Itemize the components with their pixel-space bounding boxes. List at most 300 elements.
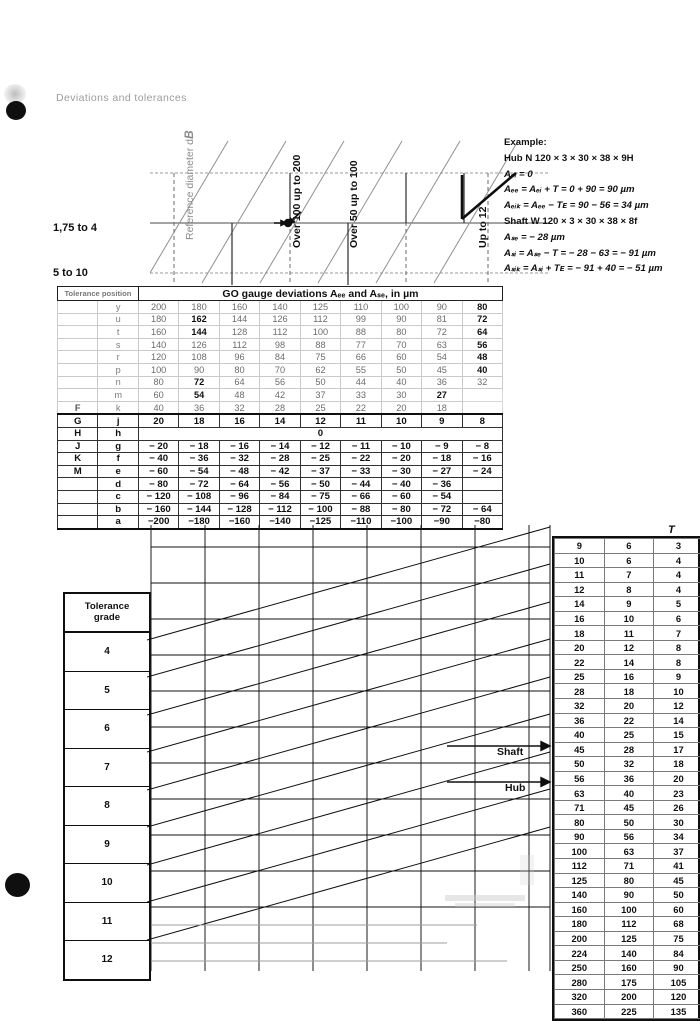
- tolerance-grade-row[interactable]: 5: [65, 672, 149, 711]
- t-table-row: [555, 611, 700, 626]
- deviation-value: 90: [381, 313, 421, 326]
- axis-label-sub: B: [182, 130, 196, 139]
- t-value-cell: 71: [555, 800, 605, 815]
- t-value-cell: 40: [604, 786, 654, 801]
- deviation-value: 40: [138, 401, 178, 414]
- t-value-cell: 360: [555, 1004, 605, 1019]
- deviation-value: − 144: [179, 503, 219, 516]
- deviation-value: 108: [179, 351, 219, 364]
- deviation-value: 90: [422, 301, 462, 314]
- t-value-cell: 4: [654, 568, 700, 583]
- deviation-value: 48: [462, 351, 502, 364]
- t-value-cell: 120: [654, 989, 700, 1004]
- deviation-value: 162: [179, 313, 219, 326]
- punch-hole-bottom: [5, 873, 30, 897]
- deviation-value: − 64: [219, 478, 259, 491]
- example-line: Aₑᵢₖ = Aₑₑ − Tᴇ = 90 − 56 = 34 µm: [504, 199, 700, 212]
- deviation-value: − 66: [341, 490, 381, 503]
- t-value-cell: 60: [654, 902, 700, 917]
- deviation-value: − 108: [179, 490, 219, 503]
- deviation-value: 144: [179, 326, 219, 339]
- t-value-cell: 18: [654, 757, 700, 772]
- t-table-row: [555, 742, 700, 757]
- t-value-cell: 135: [654, 1004, 700, 1019]
- deviation-value: 84: [260, 351, 300, 364]
- tolerance-position-lower: d: [98, 478, 138, 491]
- deviation-value: − 160: [138, 503, 178, 516]
- t-table-row: [555, 713, 700, 728]
- tolerance-position-upper: [58, 478, 98, 491]
- deviation-value: − 80: [381, 503, 421, 516]
- tolerance-position-lower: a: [98, 516, 138, 529]
- t-value-cell: 14: [555, 597, 605, 612]
- tolerance-position-lower: j: [98, 414, 138, 427]
- deviation-value: − 11: [341, 440, 381, 453]
- table-row: [58, 465, 503, 478]
- deviation-value: − 96: [219, 490, 259, 503]
- t-value-cell: 180: [555, 917, 605, 932]
- deviation-value: 18: [422, 401, 462, 414]
- t-table-row: [555, 553, 700, 568]
- deviation-value: 54: [179, 389, 219, 402]
- t-value-cell: 6: [654, 611, 700, 626]
- deviation-value: − 48: [219, 465, 259, 478]
- deviation-value: − 14: [260, 440, 300, 453]
- t-value-cell: 125: [555, 873, 605, 888]
- table-row: [58, 376, 503, 389]
- deviation-value: − 20: [138, 440, 178, 453]
- t-value-cell: 45: [555, 742, 605, 757]
- t-table-row: [555, 684, 700, 699]
- t-table-row: [555, 917, 700, 932]
- deviation-value: 60: [138, 389, 178, 402]
- deviation-value: 160: [138, 326, 178, 339]
- example-line: Aₛᵢₖ = Aₛᵢ + Tᴇ = − 91 + 40 = − 51 µm: [504, 262, 700, 275]
- tolerance-position-lower: n: [98, 376, 138, 389]
- scan-artifact: [445, 895, 525, 901]
- tolerance-position-upper: G: [58, 414, 98, 427]
- deviation-value: − 100: [300, 503, 340, 516]
- deviation-value: 100: [300, 326, 340, 339]
- deviation-value: 112: [260, 326, 300, 339]
- deviation-value: 0: [138, 427, 502, 440]
- deviation-value: 140: [260, 301, 300, 314]
- deviation-value: − 120: [138, 490, 178, 503]
- deviation-value: − 80: [138, 478, 178, 491]
- t-table-row: [555, 786, 700, 801]
- deviation-value: 20: [138, 414, 178, 427]
- deviation-value: −90: [422, 516, 462, 529]
- grade-header-line2: grade: [65, 612, 149, 623]
- deviation-value: − 9: [422, 440, 462, 453]
- table-row: [58, 313, 503, 326]
- deviation-value: 12: [300, 414, 340, 427]
- t-value-cell: 25: [604, 728, 654, 743]
- deviation-value: 81: [422, 313, 462, 326]
- range-label-2: 5 to 10: [53, 267, 88, 279]
- t-value-cell: 80: [555, 815, 605, 830]
- deviation-table-body: [58, 301, 503, 529]
- deviation-value: 32: [219, 401, 259, 414]
- tolerance-position-upper: [58, 301, 98, 314]
- t-value-grid: [554, 538, 700, 1019]
- t-value-cell: 36: [604, 771, 654, 786]
- deviation-value: − 84: [260, 490, 300, 503]
- t-table-row: [555, 582, 700, 597]
- grade-header-line1: Tolerance: [65, 601, 149, 612]
- t-value-cell: 4: [654, 553, 700, 568]
- deviation-value: 140: [138, 338, 178, 351]
- tolerance-grade-row[interactable]: 4: [65, 633, 149, 672]
- tolerance-position-upper: K: [58, 453, 98, 466]
- tolerance-grade-row[interactable]: 9: [65, 826, 149, 865]
- deviation-value: − 128: [219, 503, 259, 516]
- t-value-cell: 16: [555, 611, 605, 626]
- t-value-cell: 41: [654, 859, 700, 874]
- deviation-value: − 60: [381, 490, 421, 503]
- deviation-value: 128: [219, 326, 259, 339]
- deviation-value: − 36: [422, 478, 462, 491]
- deviation-value: 72: [179, 376, 219, 389]
- t-value-cell: 40: [555, 728, 605, 743]
- t-table-row: [555, 539, 700, 554]
- t-value-cell: 71: [604, 859, 654, 874]
- tolerance-position-lower: u: [98, 313, 138, 326]
- deviation-value: 77: [341, 338, 381, 351]
- t-table-row: [555, 597, 700, 612]
- deviation-value: 48: [219, 389, 259, 402]
- t-value-cell: 22: [555, 655, 605, 670]
- punch-hole-top: [6, 101, 26, 120]
- deviation-value: − 36: [179, 453, 219, 466]
- table-row: [58, 414, 503, 427]
- t-value-cell: 6: [604, 553, 654, 568]
- tolerance-position-upper: [58, 503, 98, 516]
- t-value-cell: 90: [604, 888, 654, 903]
- deviation-value: 55: [341, 363, 381, 376]
- t-table-row: [555, 771, 700, 786]
- deviation-value: −180: [179, 516, 219, 529]
- table-row: [58, 326, 503, 339]
- table-row: [58, 478, 503, 491]
- t-value-cell: 50: [654, 888, 700, 903]
- deviation-value: − 20: [381, 453, 421, 466]
- deviation-value: 64: [462, 326, 502, 339]
- deviation-value: − 60: [138, 465, 178, 478]
- t-value-cell: 11: [604, 626, 654, 641]
- t-table-row: [555, 888, 700, 903]
- tolerance-position-lower: p: [98, 363, 138, 376]
- t-value-cell: 4: [654, 582, 700, 597]
- deviation-value: 80: [138, 376, 178, 389]
- deviation-value: 22: [341, 401, 381, 414]
- deviation-value: − 72: [179, 478, 219, 491]
- table-row: [58, 440, 503, 453]
- deviation-value: 96: [219, 351, 259, 364]
- t-value-cell: 12: [654, 699, 700, 714]
- example-heading: Example:: [504, 136, 700, 149]
- axis-label-over-50-up-to-100: [349, 160, 360, 248]
- deviation-value: 62: [300, 363, 340, 376]
- axis-label-over-100-up-to-200: [292, 155, 303, 248]
- t-value-cell: 8: [654, 640, 700, 655]
- deviation-value: 200: [138, 301, 178, 314]
- t-value-cell: 56: [555, 771, 605, 786]
- tolerance-position-upper: [58, 516, 98, 529]
- deviation-value: 70: [260, 363, 300, 376]
- table-row: [58, 427, 503, 440]
- t-value-table: [552, 536, 700, 1021]
- deviation-value: 20: [381, 401, 421, 414]
- t-table-row: [555, 800, 700, 815]
- deviation-value: 14: [260, 414, 300, 427]
- tolerance-position-upper: [58, 376, 98, 389]
- t-value-cell: 34: [654, 829, 700, 844]
- deviation-value: 36: [179, 401, 219, 414]
- tolerance-grade-box: [63, 592, 151, 981]
- deviation-value: 126: [260, 313, 300, 326]
- example-line: Aₑᵢ = 0: [504, 168, 700, 181]
- t-value-cell: 11: [555, 568, 605, 583]
- tolerance-grade-row[interactable]: 11: [65, 903, 149, 942]
- deviation-value: 11: [341, 414, 381, 427]
- t-value-body: [555, 539, 700, 1019]
- deviation-value: 33: [341, 389, 381, 402]
- t-value-cell: 8: [654, 655, 700, 670]
- tolerance-position-lower: c: [98, 490, 138, 503]
- t-value-cell: 160: [555, 902, 605, 917]
- deviation-value: 45: [422, 363, 462, 376]
- deviation-value: 50: [381, 363, 421, 376]
- axis-label-text: Up to 12: [477, 207, 489, 248]
- t-table-row: [555, 902, 700, 917]
- deviation-value: −160: [219, 516, 259, 529]
- deviation-value: − 24: [462, 465, 502, 478]
- t-value-cell: 140: [555, 888, 605, 903]
- deviation-value: 72: [422, 326, 462, 339]
- deviation-value: − 33: [341, 465, 381, 478]
- t-table-row: [555, 815, 700, 830]
- t-value-cell: 140: [604, 946, 654, 961]
- tolerance-position-upper: F: [58, 401, 98, 414]
- tolerance-position-lower: y: [98, 301, 138, 314]
- axis-label-reference-diameter: [184, 130, 196, 240]
- hub-callout: Hub: [505, 782, 525, 794]
- deviation-value: 60: [381, 351, 421, 364]
- range-label-1: 1,75 to 4: [53, 222, 97, 234]
- t-table-row: [555, 568, 700, 583]
- table-header-row: [58, 287, 503, 301]
- deviation-value: 80: [381, 326, 421, 339]
- t-table-row: [555, 640, 700, 655]
- deviation-value: − 40: [381, 478, 421, 491]
- t-value-cell: 50: [555, 757, 605, 772]
- deviation-value: 75: [300, 351, 340, 364]
- t-value-cell: 6: [604, 539, 654, 554]
- deviation-value: 180: [179, 301, 219, 314]
- deviation-value: − 18: [179, 440, 219, 453]
- deviation-value: 56: [462, 338, 502, 351]
- deviation-value: 9: [422, 414, 462, 427]
- tolerance-grade-row[interactable]: 6: [65, 710, 149, 749]
- t-value-cell: 160: [604, 960, 654, 975]
- t-value-cell: 18: [604, 684, 654, 699]
- deviation-value: − 30: [381, 465, 421, 478]
- grade-list: [65, 633, 149, 979]
- t-value-cell: 75: [654, 931, 700, 946]
- tolerance-position-upper: [58, 338, 98, 351]
- t-value-cell: 18: [555, 626, 605, 641]
- t-value-cell: 90: [654, 960, 700, 975]
- t-value-cell: 50: [604, 815, 654, 830]
- example-block: [504, 136, 700, 278]
- t-value-cell: 37: [654, 844, 700, 859]
- deviation-value: 112: [219, 338, 259, 351]
- deviation-value: − 72: [422, 503, 462, 516]
- axis-label-up-to-12: [478, 207, 489, 248]
- deviation-value: 160: [219, 301, 259, 314]
- deviation-value: 80: [462, 301, 502, 314]
- t-value-cell: 17: [654, 742, 700, 757]
- tolerance-position-lower: s: [98, 338, 138, 351]
- example-line: Aₑₑ = Aₑᵢ + T = 0 + 90 = 90 µm: [504, 183, 700, 196]
- deviation-value: 50: [300, 376, 340, 389]
- t-value-cell: 100: [555, 844, 605, 859]
- t-value-cell: 20: [654, 771, 700, 786]
- deviation-value: [462, 389, 502, 402]
- tolerance-position-lower: g: [98, 440, 138, 453]
- deviation-value: − 28: [260, 453, 300, 466]
- t-value-cell: 10: [604, 611, 654, 626]
- t-value-cell: 84: [654, 946, 700, 961]
- tolerance-grade-row[interactable]: 10: [65, 864, 149, 903]
- t-value-cell: 45: [654, 873, 700, 888]
- deviation-value: 80: [219, 363, 259, 376]
- t-value-cell: 9: [555, 539, 605, 554]
- deviation-value: − 88: [341, 503, 381, 516]
- t-value-cell: 25: [555, 669, 605, 684]
- t-value-cell: 125: [604, 931, 654, 946]
- t-table-symbol: T: [668, 524, 675, 536]
- deviation-value: − 18: [422, 453, 462, 466]
- example-line: Aₛₑ = − 28 µm: [504, 231, 700, 244]
- deviation-value: 66: [341, 351, 381, 364]
- t-value-cell: 28: [555, 684, 605, 699]
- table-row: [58, 363, 503, 376]
- deviation-value: 27: [422, 389, 462, 402]
- t-value-cell: 7: [654, 626, 700, 641]
- t-value-cell: 5: [654, 597, 700, 612]
- table-row: [58, 490, 503, 503]
- deviation-value: − 32: [219, 453, 259, 466]
- deviation-value: 72: [462, 313, 502, 326]
- example-line: Aₛᵢ = Aₛₑ − T = − 28 − 63 = − 91 µm: [504, 247, 700, 260]
- deviation-value: − 50: [300, 478, 340, 491]
- t-value-cell: 20: [604, 699, 654, 714]
- t-table-row: [555, 873, 700, 888]
- deviation-value: −200: [138, 516, 178, 529]
- t-value-cell: 10: [654, 684, 700, 699]
- tolerance-grade-row[interactable]: 7: [65, 749, 149, 788]
- t-value-cell: 14: [654, 713, 700, 728]
- deviation-value: 25: [300, 401, 340, 414]
- tolerance-position-upper: [58, 363, 98, 376]
- example-line: Shaft W 120 × 3 × 30 × 38 × 8f: [504, 215, 700, 228]
- table-row: [58, 351, 503, 364]
- deviation-table-grid: [57, 286, 503, 530]
- deviation-value: − 8: [462, 440, 502, 453]
- tolerance-position-lower: k: [98, 401, 138, 414]
- t-value-cell: 90: [555, 829, 605, 844]
- deviation-value: −140: [260, 516, 300, 529]
- deviation-value: − 12: [300, 440, 340, 453]
- deviation-value: 88: [300, 338, 340, 351]
- deviation-value: − 44: [341, 478, 381, 491]
- t-table-row: [555, 757, 700, 772]
- deviation-value: 40: [462, 363, 502, 376]
- tolerance-position-header: Tolerance position: [58, 287, 139, 301]
- page-title: Deviations and tolerances: [56, 92, 187, 104]
- table-row: [58, 338, 503, 351]
- t-value-cell: 36: [555, 713, 605, 728]
- deviation-value: 42: [260, 389, 300, 402]
- t-value-cell: 16: [604, 669, 654, 684]
- deviation-value: 28: [260, 401, 300, 414]
- t-table-row: [555, 989, 700, 1004]
- deviation-value: 120: [138, 351, 178, 364]
- deviation-value: 180: [138, 313, 178, 326]
- deviation-value: 18: [179, 414, 219, 427]
- deviation-value: 100: [381, 301, 421, 314]
- tolerance-position-lower: f: [98, 453, 138, 466]
- t-table-row: [555, 699, 700, 714]
- t-value-cell: 9: [604, 597, 654, 612]
- deviation-value: 100: [138, 363, 178, 376]
- deviation-value: − 25: [300, 453, 340, 466]
- deviation-value: −110: [341, 516, 381, 529]
- deviation-value: − 112: [260, 503, 300, 516]
- t-value-cell: 30: [654, 815, 700, 830]
- tolerance-position-upper: [58, 326, 98, 339]
- deviation-value: −80: [462, 516, 502, 529]
- t-value-cell: 200: [555, 931, 605, 946]
- t-table-row: [555, 626, 700, 641]
- deviation-value: 44: [341, 376, 381, 389]
- deviation-value: 126: [179, 338, 219, 351]
- t-value-cell: 224: [555, 946, 605, 961]
- tolerance-position-upper: [58, 389, 98, 402]
- deviation-value: 37: [300, 389, 340, 402]
- tolerance-grade-row[interactable]: 8: [65, 787, 149, 826]
- tolerance-position-upper: H: [58, 427, 98, 440]
- tolerance-grade-header: [65, 594, 149, 633]
- axis-label-text: Reference diameter d: [184, 139, 196, 240]
- deviation-value: − 16: [462, 453, 502, 466]
- tolerance-position-lower: m: [98, 389, 138, 402]
- deviation-value: − 16: [219, 440, 259, 453]
- deviation-value: − 54: [179, 465, 219, 478]
- table-row: [58, 401, 503, 414]
- tolerance-grade-row[interactable]: 12: [65, 941, 149, 979]
- t-value-cell: 12: [604, 640, 654, 655]
- deviation-value: 70: [381, 338, 421, 351]
- t-value-cell: 63: [555, 786, 605, 801]
- t-value-cell: 12: [555, 582, 605, 597]
- deviation-value: 32: [462, 376, 502, 389]
- tolerance-position-upper: J: [58, 440, 98, 453]
- deviation-value: 64: [219, 376, 259, 389]
- go-gauge-deviations-header: GO gauge deviations Aₑₑ and Aₛₑ, in µm: [138, 287, 502, 301]
